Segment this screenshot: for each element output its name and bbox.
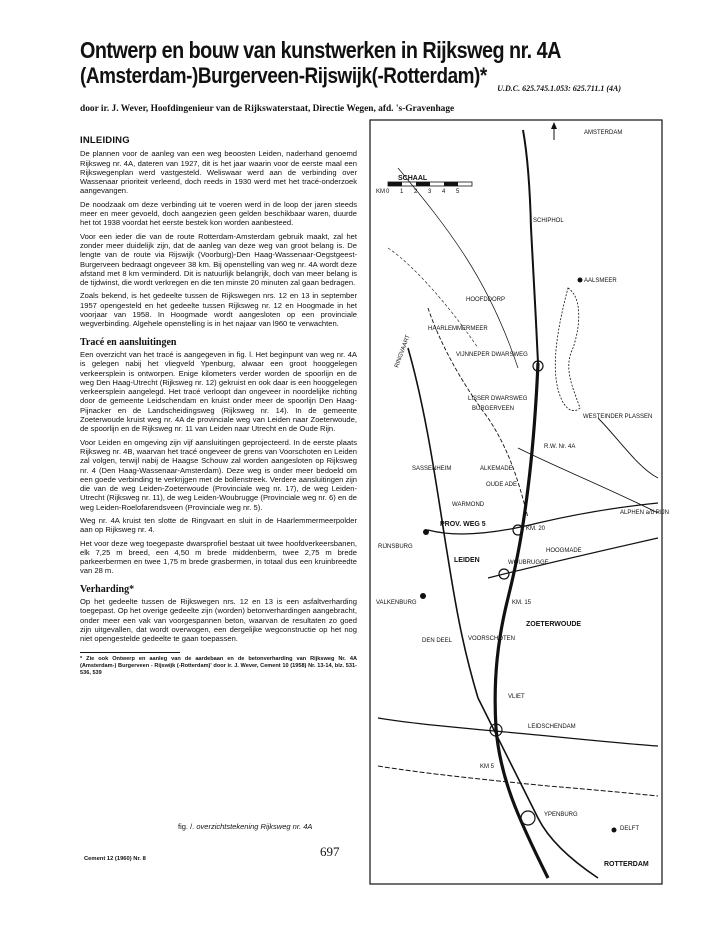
map-label-hoofddorp: HOOFDDORP — [466, 297, 505, 303]
map-label-oude-ade: OUDE ADE — [486, 482, 518, 488]
trace-paragraph: Voor Leiden en omgeving zijn vijf aansluitingen geprojecteerd. In de eerste plaats Rijksweg nr. 4B, waarvan het tracé ongeveer de grens van Voorschoten en Leiden zal volgen, terwijl nabij de Haagse Schouw zal worden aangesloten op Rijksweg nr. 4 (Den Haag-Wassenaar-Amsterdam). Deze weg is onder meer bedoeld om een goede verbinding te verkrijgen met de bollenstreek. Verdere aansluitingen zijn die van de weg Leiden-Zoeterwoude (Provinciale weg nr. 17), de weg Leiden-Utrecht (Rijksweg nr. 11), de weg Leiden-Woubrugge (Provinciale weg nr. 6) en de weg Leiden-Roelofarendsveen (Provinciale weg nr. 5). — [80, 437, 357, 512]
map-label-zoeterwoude: ZOETERWOUDE — [526, 621, 582, 628]
footnote-divider — [80, 652, 180, 653]
trace-paragraph: Weg nr. 4A kruist ten slotte de Ringvaart en sluit in de Haarlemmermeerpolder aan op Rijksweg nr. 4. — [80, 515, 357, 535]
journal-reference: Cement 12 (1960) Nr. 8 — [84, 856, 146, 862]
scale-title: SCHAAL — [398, 175, 428, 182]
road-woubrugge — [518, 448, 658, 513]
town-aalsmeer-icon — [578, 278, 583, 283]
map-label-woubrugge: WOUBRUGGE — [508, 560, 549, 566]
udc-code: U.D.C. 625.745.1.053: 625.711.1 (4A) — [497, 84, 621, 93]
verharding-heading: Verharding* — [80, 583, 135, 595]
map-label-km20: KM. 20 — [526, 526, 546, 532]
scale-bar — [388, 182, 472, 186]
town-rijnsburg-icon — [423, 529, 429, 535]
town-valkenburg-icon — [420, 593, 426, 599]
map-label-hoogmade: HOOGMADE — [546, 548, 582, 554]
town-delft-icon — [612, 828, 617, 833]
rijksweg-12 — [378, 718, 658, 746]
haarlemmermeer-edge — [388, 248, 478, 348]
figure-caption-text: overzichtstekening Rijksweg nr. 4A — [196, 822, 313, 831]
intro-paragraph: De noodzaak om deze verbinding uit te voeren werd in de loop der jaren steeds meer en meer gevoeld, doch aangezien geen gelden beschikbaar waren, duurde het tot 1938 voordat het eerste bestek kon worden aanbesteed. — [80, 199, 357, 228]
road-alphen — [598, 418, 658, 478]
map-label-ypenburg: YPENBURG — [544, 812, 578, 818]
scale-tick: 4 — [442, 189, 446, 195]
scale-unit: KM — [376, 189, 385, 195]
map-label-vijnneper: VIJNNEPER DWARSWEG — [456, 352, 528, 358]
map-label-prov-weg-5: PROV. WEG 5 — [440, 521, 486, 528]
article-title: Ontwerp en bouw van kunstwerken in Rijksweg nr. 4A — [80, 37, 561, 63]
map-label-lisser: LISSER DWARSWEG — [468, 396, 528, 402]
scale-tick: 5 — [456, 189, 460, 195]
figure-caption — [178, 822, 312, 831]
trace-paragraph: Een overzicht van het tracé is aangegeven in fig. l. Het beginpunt van weg nr. 4A is gelegen nabij het vliegveld Ypenburg, alwaar een groot hooggelegen verkeersplein is ontworpen. Enige kilometers verder worden de spoorlijn en de weg Den Haag-Utrecht (Rijksweg nr. 12) gekruist en ook daar is een hooggelegen verkeersplein aangelegd. Het tracé verloopt dan ongeveer in noordelijke richting door de gemeente Leidschendam en kruist onder meer de spoorlijn Den Haag-Pijnacker en de Landscheidingsweg (Rijksweg nr. 14). In de gemeente Zoeterwoude kruist weg nr. 4A de provinciale weg van Leiden naar Zoeterwoude, de spoorlijn en de Rijksweg nr. 11 van Leiden naar Utrecht en de Oude Rijn. — [80, 349, 357, 434]
map-label-schiphol: SCHIPHOL — [533, 218, 564, 224]
westeinder-plassen — [555, 288, 580, 411]
interchange-ypenburg — [521, 811, 535, 825]
rijksweg-4-north — [523, 130, 538, 363]
map-frame — [370, 120, 662, 884]
map-label-ringvaart: RINGVAART — [394, 334, 412, 369]
map-label-rotterdam: ROTTERDAM — [604, 861, 649, 868]
map-label-rw4a: R.W. Nr. 4A — [544, 444, 576, 450]
trace-paragraph: Het voor deze weg toegepaste dwarsprofiel bestaat uit twee hoofdverkeersbanen, elk 7,25 m breed, een 4,50 m brede middenberm, twee 2,75 m brede parkeerbermen en twee 1,75 m brede grasbermen, in totaal dus een kruinbreedte van 28 m. — [80, 538, 357, 576]
map-label-sassenheim: SASSENHEIM — [412, 466, 452, 472]
scale-tick: 0 — [386, 189, 390, 195]
scale-tick: 2 — [414, 189, 418, 195]
intro-heading: INLEIDING — [80, 135, 130, 146]
map-label-valkenburg: VALKENBURG — [376, 600, 417, 606]
map-label-leiden: LEIDEN — [454, 557, 480, 564]
map-label-amsterdam: AMSTERDAM — [584, 130, 623, 136]
map-label-km5: KM 5 — [480, 764, 495, 770]
trace-heading: Tracé en aansluitingen — [80, 336, 177, 348]
map-label-alphen: ALPHEN a/d RIJN — [620, 510, 670, 516]
map-label-delft: DELFT — [620, 826, 640, 832]
footnote: * Zie ook Ontwerp en aanleg van de aardebaan en de betonverharding van Rijksweg Nr. 4A (Amsterdam-) Burgerveen - Rijswijk (-Rotterdam)' door ir. J. Wever, Cement 10 (1958) Nr. 13-14, blz. 531-536, 539 — [80, 655, 357, 676]
page-number: 697 — [320, 844, 340, 859]
railway-line — [378, 766, 658, 796]
article-body — [80, 136, 357, 677]
author-line: door ir. J. Wever, Hoofdingenieur van de Rijkswaterstaat, Directie Wegen, afd. 's-Gravenhage — [80, 104, 455, 114]
intro-paragraph: De plannen voor de aanleg van een weg beoosten Leiden, naderhand genoemd Rijksweg nr. 4A, dateren van 1927, dit is het jaar waarin voor de eerste maal een Rijkswegenplan werd vastgesteld. Weliswaar werd aan de verbinding over Wassenaar prioriteit verleend, doch reeds in 1930 werd met het tracé-onderzoek aangevangen. — [80, 149, 357, 196]
map-label-alkemade: ALKEMADE — [480, 466, 513, 472]
scale-tick: 1 — [400, 189, 404, 195]
verharding-paragraph: Op het gedeelte tussen de Rijkswegen nrs. 12 en 13 is een asfaltverharding toegepast. Op het overige gedeelte zijn (worden) betonverhardingen aangebracht, onder meer een vak van voorgespannen beton, waarvan de resultaten zo goed zijn uitgevallen, dat wordt overwogen, een dergelijke wegconstructie op het nog niet opengestelde gedeelte te gaan toepassen. — [80, 597, 357, 644]
map-label-warmond: WARMOND — [452, 502, 485, 508]
map-label-km15: KM. 15 — [512, 600, 532, 606]
scale-tick: 3 — [428, 189, 432, 195]
map-label-haarlemmermeer: HAARLEMMERMEER — [428, 326, 488, 332]
map-label-vliet: VLIET — [508, 694, 525, 700]
map-label-leidschendam: LEIDSCHENDAM — [528, 724, 576, 730]
map-label-voorschoten: VOORSCHOTEN — [468, 636, 516, 642]
intro-paragraph: Zoals bekend, is het gedeelte tussen de Rijkswegen nrs. 12 en 13 in september 1957 opengesteld en het gedeelte tussen Rijksweg nr. 12 en Hoogmade in het voorjaar van 1958. In Hoogmade wordt aangesloten op een provinciale wegverbinding. Algehele openstelling is in het najaar van l960 te verwachten. — [80, 291, 357, 329]
north-arrow-icon — [551, 122, 557, 140]
article-subtitle: (Amsterdam-)Burgerveen-Rijswijk(-Rotterdam)* — [80, 63, 487, 88]
map-label-aalsmeer: AALSMEER — [584, 278, 617, 284]
map-label-rijnsburg: RIJNSBURG — [378, 544, 413, 550]
map-label-westeinder: WESTEINDER PLASSEN — [583, 414, 653, 420]
figure-caption-prefix: fig. /. — [178, 822, 195, 831]
map-label-burgerveen: BURGERVEEN — [472, 406, 514, 412]
intro-paragraph: Voor een ieder die van de route Rotterdam-Amsterdam gebruik maakt, zal het zonder meer duidelijk zijn, dat de aanleg van deze weg van groot belang is. De lengte van de route via Rijswijk (Voorburg)-Den Haag-Wassenaar-Oegstgeest-Burgerveen bedraagt ongeveer 38 km. Bij openstelling van weg nr. 4A wordt deze afstand met 8 km verminderd. Dit is natuurlijk belangrijk, doch van meer belang is de tijdwinst, die wordt verkregen en die ten minste 20 minuten zal gaan bedragen. — [80, 231, 357, 288]
map-label-den-deel: DEN DEEL — [422, 638, 453, 644]
polder-edge — [398, 168, 518, 368]
route-map — [368, 118, 670, 886]
